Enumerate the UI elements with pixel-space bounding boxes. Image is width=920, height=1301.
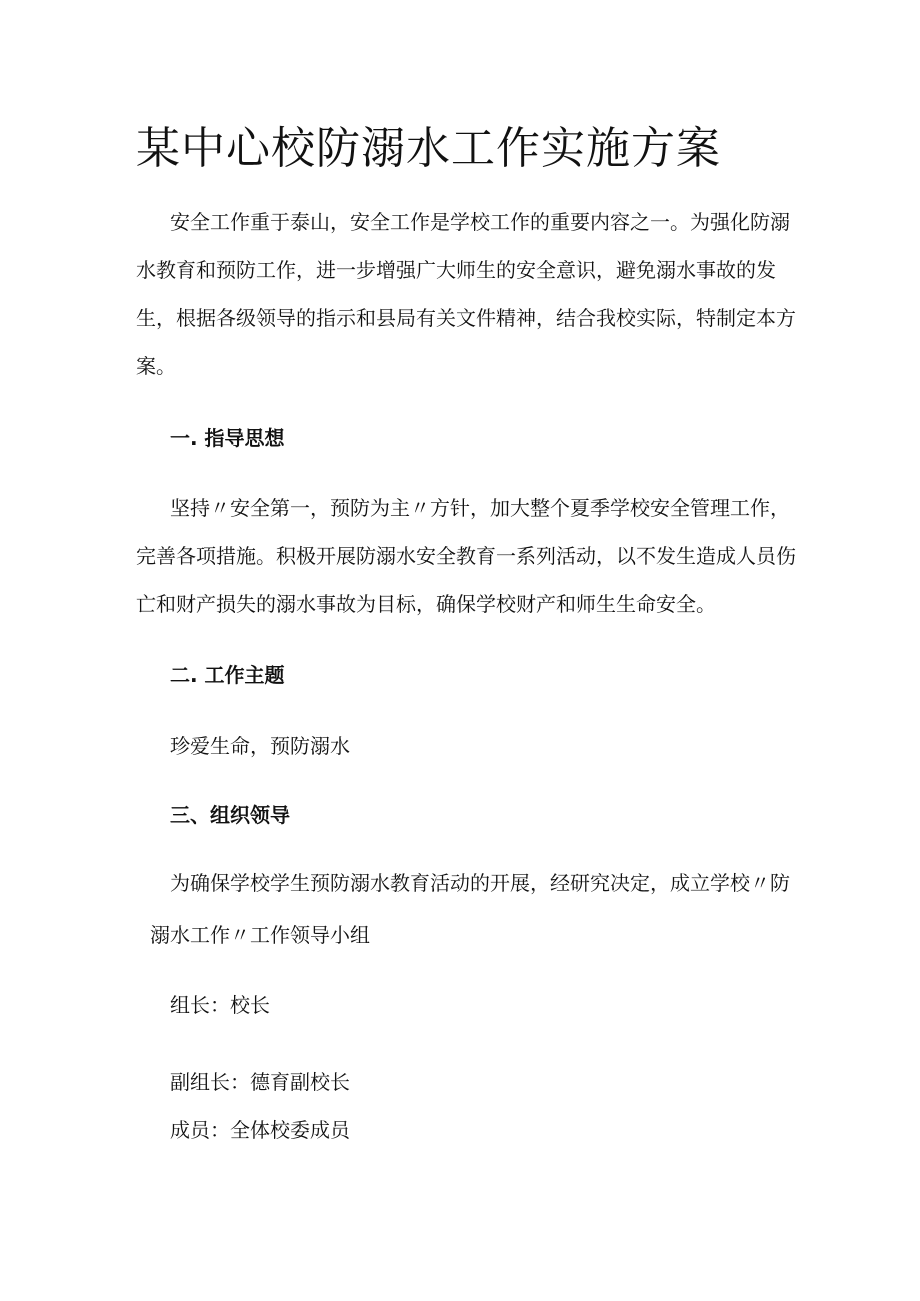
section-body-guiding-ideology: 坚持〃安全第一，预防为主〃方针，加大整个夏季学校安全管理工作，完善各项措施。积极开展防溺水安全教育一系列活动，以不发生造成人员伤亡和财产损失的溺水事故为目标，确保学校财产和师生生命安全。: [136, 496, 796, 616]
section-heading-guiding-ideology: 一. 指导思想: [170, 426, 285, 450]
organization-members: 成员：全体校委成员: [170, 1118, 350, 1142]
document-title: 某中心校防溺水工作实施方案: [136, 123, 721, 174]
section-heading-work-theme: 二. 工作主题: [170, 663, 285, 687]
organization-body-line-2: 溺水工作〃工作领导小组: [150, 923, 370, 947]
section-body-work-theme: 珍爱生命，预防溺水: [170, 734, 350, 758]
organization-body-line-1: 为确保学校学生预防溺水教育活动的开展，经研究决定，成立学校〃防: [170, 871, 790, 895]
organization-leader: 组长：校长: [170, 993, 270, 1017]
section-heading-organization: 三、组织领导: [170, 803, 290, 827]
organization-deputy: 副组长：德育副校长: [170, 1070, 350, 1094]
intro-paragraph: 安全工作重于泰山，安全工作是学校工作的重要内容之一。为强化防溺水教育和预防工作，进一步增强广大师生的安全意识，避免溺水事故的发生，根据各级领导的指示和县局有关文件精神，结合我校实际，特制定本方案。: [136, 210, 796, 378]
